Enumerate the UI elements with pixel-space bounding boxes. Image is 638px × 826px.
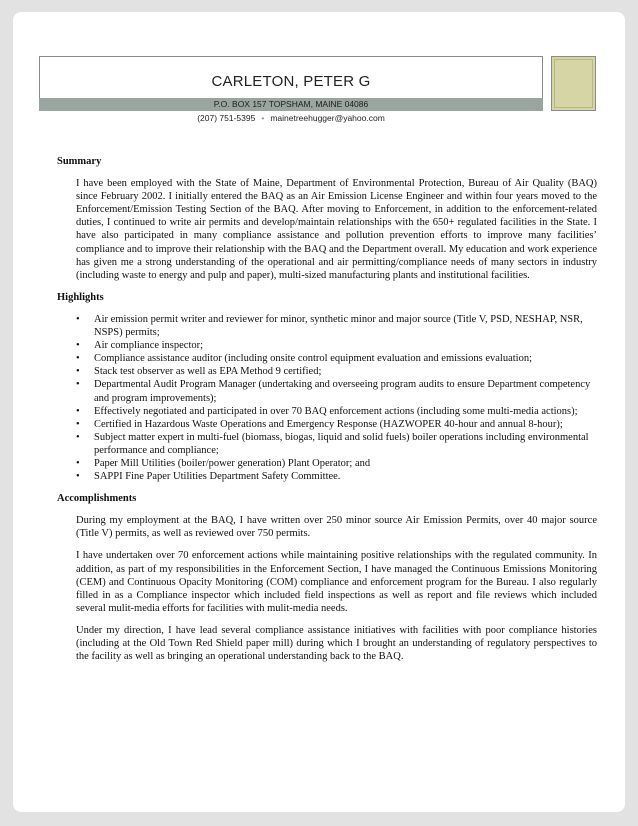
resume-page bbox=[13, 12, 625, 812]
summary-text: I have been employed with the State of Maine, Department of Environmental Protection, Bureau of Air Quality (BAQ) since February 2002. I initially entered the BAQ as an Air Emission License Engineer and within four years moved to the Enforcement/Emission Testing Section of the BAQ. After moving to Enforcement, in addition to the enforcement-related duties, I continued to write air permits and develop/maintain relationships with the 650+ regulated facilities in the State. I have also participated in many compliance assistance and pollution prevention efforts to improve many facilities’ compliance and to improve their relationship with the BAQ and the Department overall. My education and work experience has given me a strong understanding of the operational and air permitting/compliance needs of many sectors in industry (including waste to energy and pulp and paper), multi-sized manufacturing plants and institutional facilities. bbox=[76, 178, 597, 281]
accomplishment-paragraph: During my employment at the BAQ, I have written over 250 minor source Air Emission Permits, over 40 major source (Title V) permits, as well as reviewed over 750 permits. bbox=[76, 515, 597, 540]
list-item: • Certified in Hazardous Waste Operations and Emergency Response (HAZWOPER 40-hour and annual 8-hour); bbox=[76, 418, 563, 430]
bullet-icon: • bbox=[76, 431, 80, 443]
highlights-list bbox=[57, 313, 597, 483]
resume-body bbox=[57, 155, 597, 672]
list-item: • Paper Mill Utilities (boiler/power generation) Plant Operator; and bbox=[76, 457, 371, 469]
highlights-heading: Highlights bbox=[57, 291, 104, 303]
accomplishment-paragraph: Under my direction, I have lead several compliance assistance initiatives with facilities with poor compliance histories (including at the Old Town Red Shield paper mill) during which I brought an understanding of regulatory perspectives to the facility as well as bringing an operational understanding back to the BAQ. bbox=[76, 624, 597, 663]
list-item: • Effectively negotiated and participated in over 70 BAQ enforcement actions (including some multi-media actions); bbox=[76, 405, 578, 417]
list-item: • SAPPI Fine Paper Utilities Department Safety Committee. bbox=[76, 471, 341, 483]
list-item: • Compliance assistance auditor (including onsite control equipment evaluation and emissions evaluation; bbox=[76, 353, 532, 365]
list-item: • Departmental Audit Program Manager (undertaking and overseeing program audits to ensure Department competency and program improvements); bbox=[76, 379, 591, 404]
list-item: • Air emission permit writer and reviewer for minor, synthetic minor and major source (Title V, PSD, NESHAP, NSR, NSPS) permits; bbox=[76, 313, 583, 339]
bullet-icon: • bbox=[76, 353, 80, 365]
accent-box bbox=[551, 56, 596, 111]
bullet-icon: • bbox=[76, 471, 80, 483]
applicant-name: CARLETON, PETER G bbox=[211, 73, 371, 90]
bullet-icon: • bbox=[76, 379, 80, 391]
list-item: • Stack test observer as well as EPA Method 9 certified; bbox=[76, 366, 322, 378]
address-bar: P.O. BOX 157 TOPSHAM, MAINE 04086 bbox=[39, 98, 543, 111]
bullet-icon: • bbox=[76, 340, 80, 352]
bullet-icon: • bbox=[76, 366, 80, 378]
bullet-icon: • bbox=[76, 313, 80, 325]
bullet-icon: • bbox=[76, 418, 80, 430]
summary-heading: Summary bbox=[57, 156, 102, 167]
accomplishments-heading: Accomplishments bbox=[57, 493, 137, 505]
contact-line bbox=[39, 113, 543, 123]
list-item: • Subject matter expert in multi-fuel (biomass, biogas, liquid and solid fuels) boiler operations including environmental performance and compliance; bbox=[76, 431, 589, 456]
email-address: mainetreehugger@yahoo.com bbox=[270, 113, 385, 123]
separator-dot: • bbox=[261, 113, 265, 123]
accomplishment-paragraph: I have undertaken over 70 enforcement actions while maintaining positive relationships with the regulated community. In addition, as part of my responsibilities in the Enforcement Section, I have managed the Continuous Emissions Monitoring (CEM) and Continuous Opacity Monitoring (COM) compliance and enforcement program for the Bureau. I also regularly filled in as a Compliance inspector which included field inspections as well as report and file reviews which included several mulit-media efforts for facilities with mulit-media needs. bbox=[76, 550, 597, 614]
phone-number: (207) 751-5395 bbox=[197, 113, 256, 123]
list-item: • Air compliance inspector; bbox=[76, 340, 204, 352]
bullet-icon: • bbox=[76, 457, 80, 469]
bullet-icon: • bbox=[76, 405, 80, 417]
